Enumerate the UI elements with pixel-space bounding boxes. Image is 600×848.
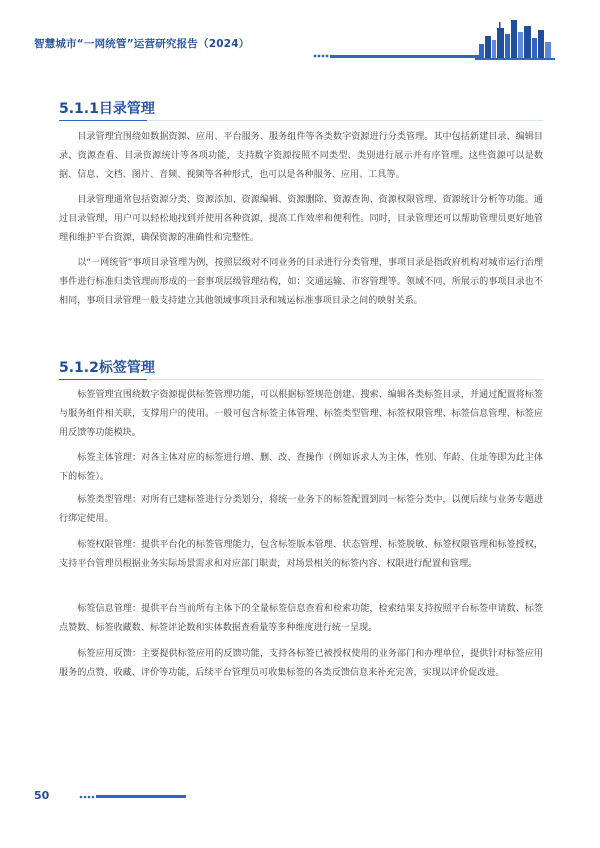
paragraph: 以“一网统管”事项目录管理为例，按照层级对不同业务的目录进行分类管理，事项目录是指政府机构对城市运行治理事件进行标准归类管理而形成的一套事项层级管理结构，如：交通运输、市容管理等。领域不同，所展示的事项目录也不相同，事项目录管理一般支持建立其他领域事项目录和城运标准事项目录之间的映射关系。 [59, 258, 543, 307]
paragraph: 目录管理通常包括资源分类、资源添加、资源编辑、资源删除、资源查询、资源权限管理、资源统计分析等功能。通过目录管理，用户可以轻松地找到并使用各种资源，提高工作效率和便利性。同时，目录管理还可以帮助管理员更好地管理和维护平台资源，确保资源的准确性和完整性。 [59, 195, 543, 244]
city-skyline-icon [475, 18, 555, 60]
section-heading: 5.1.2标签管理 [59, 360, 155, 376]
section-rule [59, 120, 543, 121]
header-dots-decoration [313, 40, 331, 58]
paragraph: 标签信息管理：提供平台当前所有主体下的全量标签信息查看和检索功能，检索结果支持按照平台标签申请数、标签点赞数、标签收藏数、标签评论数和实体数据查看量等多种维度进行统一呈现。 [59, 604, 543, 634]
paragraph: 标签应用反馈：主要提供标签应用的反馈功能，支持各标签已被授权使用的业务部门和办理单位，提供针对标签应用服务的点赞、收藏、评价等功能，后续平台管理员可收集标签的各类反馈信息来补充完善，实现以评价促改进。 [59, 649, 543, 679]
report-title: 智慧城市“一网统管”运营研究报告（2024） [34, 38, 250, 50]
header-accent-line [330, 55, 480, 58]
section-rule [59, 379, 543, 380]
page-number: 50 [34, 789, 50, 802]
paragraph: 标签类型管理：对所有已建标签进行分类划分，将统一业务下的标签配置到同一标签分类中，以便后续与业务专题进行绑定使用。 [59, 495, 543, 525]
section-heading: 5.1.1目录管理 [59, 101, 155, 117]
footer-dots-decoration [79, 795, 95, 799]
paragraph: 标签权限管理：提供平台化的标签管理能力，包含标签版本管理、状态管理、标签脱敏、标签权限管理和标签授权，支持平台管理员根据业务实际场景需求和对应部门职责，对场景相关的标签内容、权限进行配置和管理。 [59, 540, 543, 570]
paragraph: 标签管理宜围绕数字资源提供标签管理功能，可以根据标签规范创建、搜索、编辑各类标签目录，并通过配置将标签与服务组件相关联，支撑用户的使用。一般可包含标签主体管理、标签类型管理、标签权限管理、标签信息管理、标签应用反馈等功能模块。 [59, 390, 543, 439]
paragraph: 标签主体管理：对各主体对应的标签进行增、删、改、查操作（例如诉求人为主体，性别、年龄、住址等即为此主体下的标签）。 [59, 453, 543, 483]
paragraph: 目录管理宜围绕如数据资源、应用、平台服务、服务组件等各类数字资源进行分类管理。其中包括新建目录、编辑目录、资源查看、目录资源统计等各项功能，支持数字资源按照不同类型、类别进行展示并有序管理。这些资源可以是数据、信息、文档、图片、音频、视频等各种形式，也可以是各种服务、应用、工具等。 [59, 132, 543, 181]
footer-accent-line [96, 795, 186, 798]
